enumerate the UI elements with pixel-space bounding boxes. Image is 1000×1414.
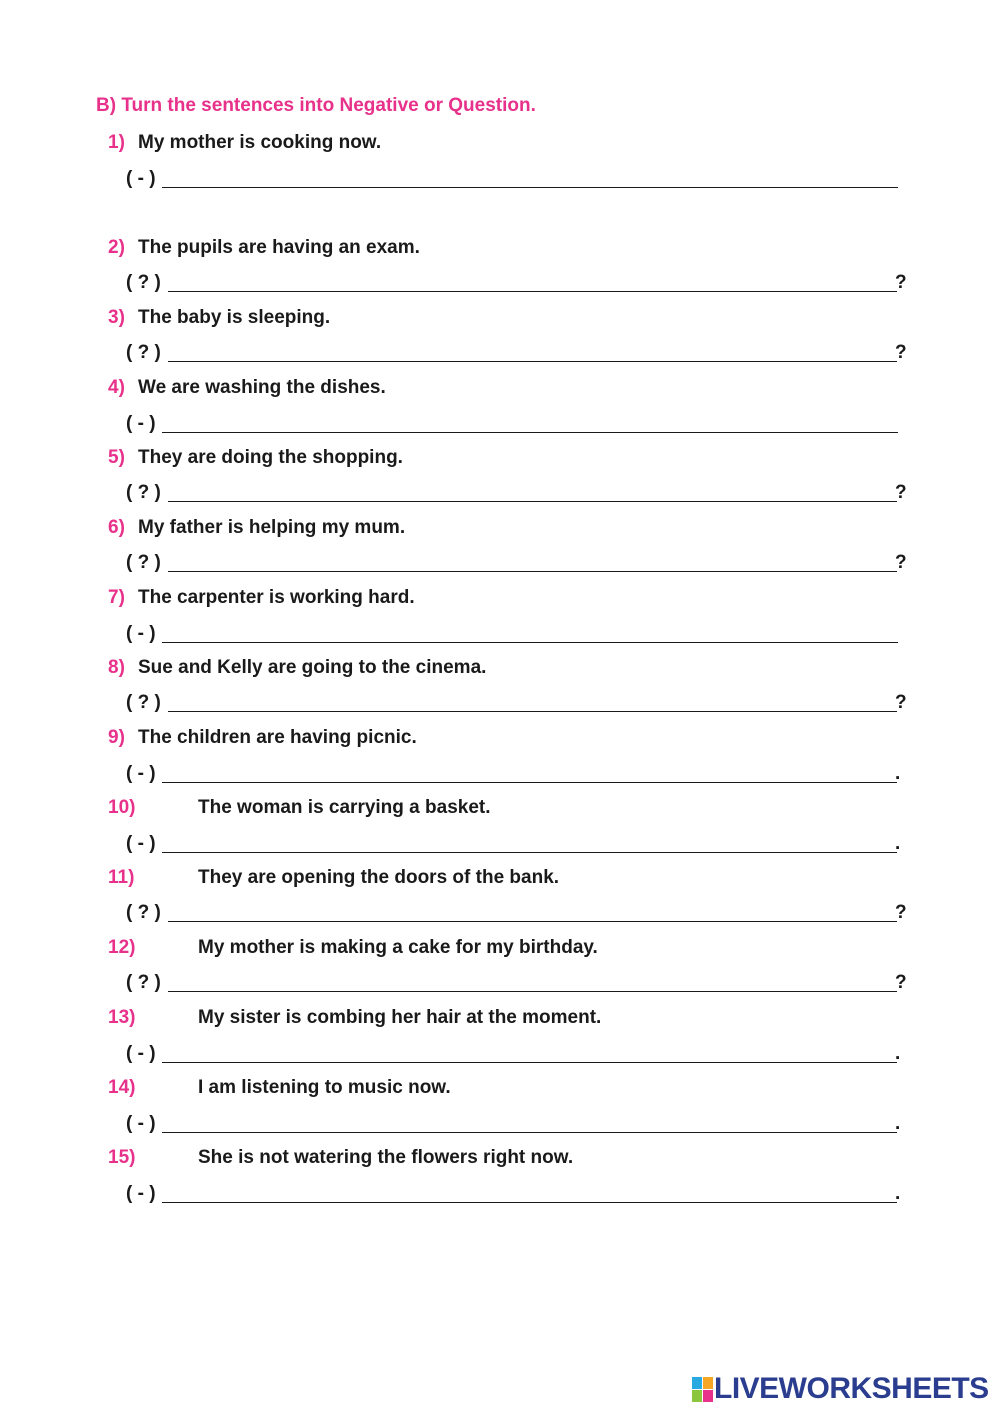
question-number: 15)	[108, 1147, 136, 1168]
question-sentence: The woman is carrying a basket.	[198, 797, 491, 818]
question-sentence: They are opening the doors of the bank.	[198, 867, 560, 888]
answer-row[interactable]	[126, 692, 916, 718]
question-sentence: The baby is sleeping.	[138, 307, 331, 328]
question-marker: ( ? )	[126, 902, 161, 923]
question-sentence: The carpenter is working hard.	[138, 587, 415, 608]
question-sentence: I am listening to music now.	[198, 1077, 451, 1098]
question-marker: ( ? )	[126, 552, 161, 573]
question-sentence: My mother is making a cake for my birthday.	[198, 937, 598, 958]
negative-marker: ( - )	[126, 1113, 156, 1134]
answer-row[interactable]	[126, 482, 916, 508]
period-mark: .	[895, 1183, 901, 1204]
question-sentence: The pupils are having an exam.	[138, 237, 420, 258]
question-number: 4)	[108, 377, 125, 398]
question-number: 1)	[108, 132, 125, 153]
question-sentence: Sue and Kelly are going to the cinema.	[138, 657, 487, 678]
question-number: 10)	[108, 797, 136, 818]
logo-icon	[692, 1377, 714, 1403]
question-sentence: We are washing the dishes.	[138, 377, 386, 398]
question-item	[108, 1077, 908, 1101]
question-item	[108, 797, 908, 821]
answer-row[interactable]	[126, 1183, 916, 1209]
logo-text: LIVEWORKSHEETS	[714, 1372, 989, 1405]
answer-row[interactable]	[126, 342, 916, 368]
period-mark: .	[895, 1113, 901, 1134]
period-mark: .	[895, 763, 901, 784]
answer-line[interactable]	[162, 1202, 897, 1203]
question-number: 13)	[108, 1007, 136, 1028]
period-mark: .	[895, 833, 901, 854]
answer-row[interactable]	[126, 552, 916, 578]
negative-marker: ( - )	[126, 763, 156, 784]
question-number: 11)	[108, 867, 135, 888]
question-sentence: They are doing the shopping.	[138, 447, 403, 468]
question-item	[108, 1147, 908, 1171]
answer-row[interactable]	[126, 413, 916, 439]
answer-row[interactable]	[126, 1043, 916, 1069]
answer-line[interactable]	[168, 361, 897, 362]
answer-line[interactable]	[168, 991, 897, 992]
negative-marker: ( - )	[126, 1043, 156, 1064]
question-item	[108, 237, 908, 261]
question-number: 6)	[108, 517, 125, 538]
question-sentence: She is not watering the flowers right now.	[198, 1147, 574, 1168]
answer-line[interactable]	[168, 501, 897, 502]
answer-line[interactable]	[168, 921, 897, 922]
answer-line[interactable]	[162, 642, 898, 643]
answer-line[interactable]	[168, 711, 897, 712]
question-sentence: My father is helping my mum.	[138, 517, 406, 538]
answer-line[interactable]	[168, 291, 897, 292]
question-item	[108, 867, 908, 891]
negative-marker: ( - )	[126, 413, 156, 434]
answer-line[interactable]	[162, 1132, 897, 1133]
answer-row[interactable]	[126, 972, 916, 998]
question-mark: ?	[895, 272, 907, 293]
section-heading: B) Turn the sentences into Negative or Question.	[96, 95, 536, 116]
answer-row[interactable]	[126, 902, 916, 928]
negative-marker: ( - )	[126, 168, 156, 189]
question-item	[108, 132, 908, 156]
question-sentence: The children are having picnic.	[138, 727, 417, 748]
question-sentence: My sister is combing her hair at the moment.	[198, 1007, 602, 1028]
question-item	[108, 657, 908, 681]
answer-line[interactable]	[162, 432, 898, 433]
question-item	[108, 517, 908, 541]
question-marker: ( ? )	[126, 972, 161, 993]
question-mark: ?	[895, 482, 907, 503]
answer-row[interactable]	[126, 833, 916, 859]
question-number: 7)	[108, 587, 125, 608]
negative-marker: ( - )	[126, 623, 156, 644]
question-number: 14)	[108, 1077, 136, 1098]
negative-marker: ( - )	[126, 1183, 156, 1204]
answer-line[interactable]	[168, 571, 897, 572]
question-number: 5)	[108, 447, 125, 468]
question-item	[108, 377, 908, 401]
question-number: 2)	[108, 237, 125, 258]
answer-line[interactable]	[162, 1062, 897, 1063]
question-sentence: My mother is cooking now.	[138, 132, 382, 153]
question-mark: ?	[895, 972, 907, 993]
period-mark: .	[895, 1043, 901, 1064]
answer-row[interactable]	[126, 168, 916, 194]
question-number: 3)	[108, 307, 125, 328]
answer-line[interactable]	[162, 187, 898, 188]
question-item	[108, 447, 908, 471]
question-marker: ( ? )	[126, 692, 161, 713]
answer-line[interactable]	[162, 782, 897, 783]
answer-row[interactable]	[126, 1113, 916, 1139]
question-mark: ?	[895, 342, 907, 363]
question-mark: ?	[895, 902, 907, 923]
question-item	[108, 587, 908, 611]
question-item	[108, 937, 908, 961]
answer-row[interactable]	[126, 623, 916, 649]
question-number: 8)	[108, 657, 125, 678]
answer-row[interactable]	[126, 763, 916, 789]
negative-marker: ( - )	[126, 833, 156, 854]
question-mark: ?	[895, 692, 907, 713]
question-number: 9)	[108, 727, 125, 748]
question-marker: ( ? )	[126, 482, 161, 503]
question-item	[108, 727, 908, 751]
answer-line[interactable]	[162, 852, 897, 853]
answer-row[interactable]	[126, 272, 916, 298]
question-number: 12)	[108, 937, 136, 958]
question-item	[108, 307, 908, 331]
question-marker: ( ? )	[126, 272, 161, 293]
question-item	[108, 1007, 908, 1031]
question-marker: ( ? )	[126, 342, 161, 363]
question-mark: ?	[895, 552, 907, 573]
